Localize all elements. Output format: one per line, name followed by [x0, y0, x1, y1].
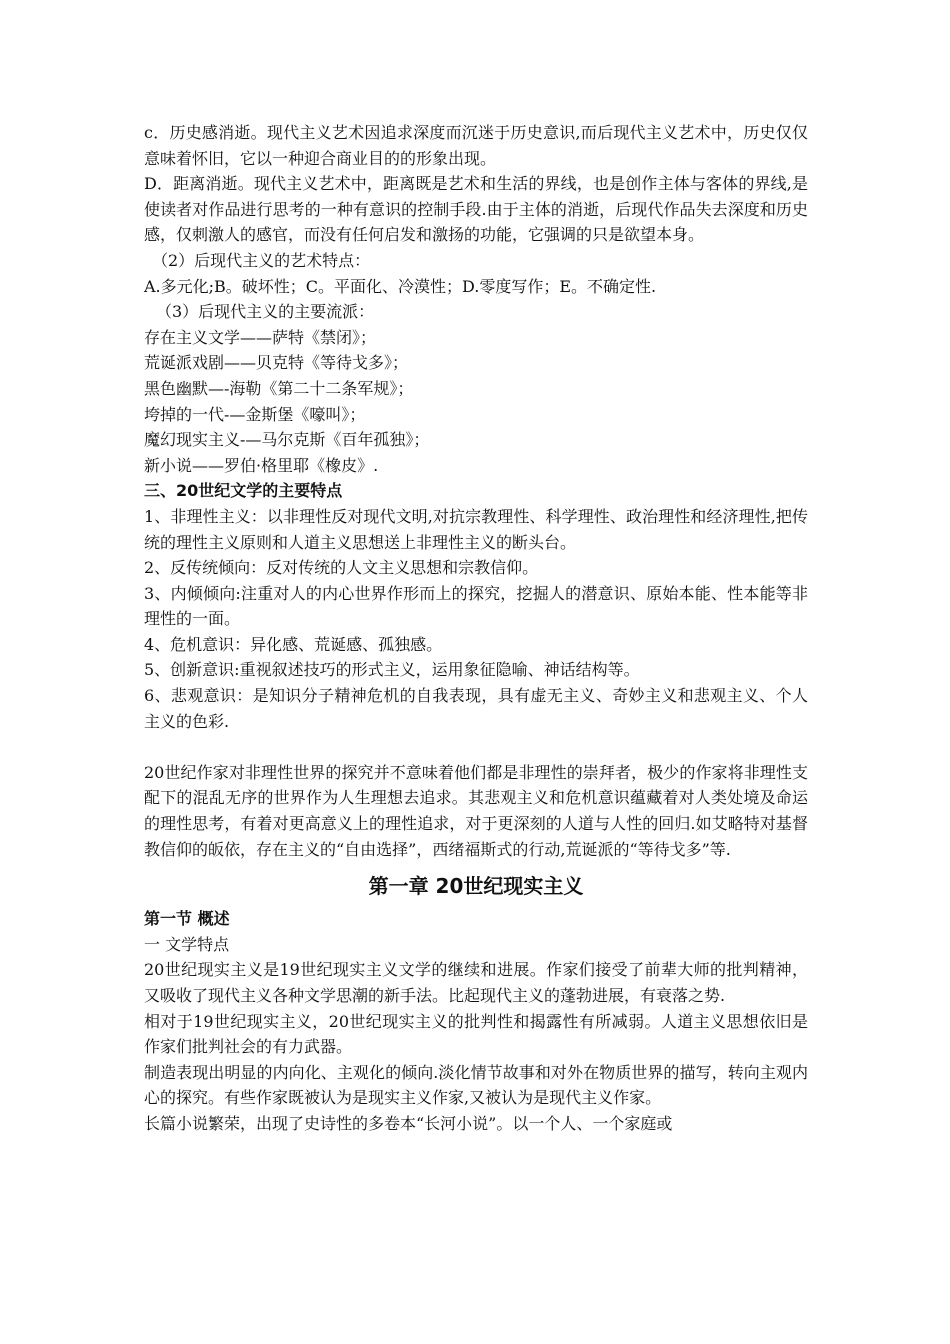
list-item-school: 荒诞派戏剧——贝克特《等待戈多》； — [144, 353, 409, 373]
section-title: 第一节 概述 — [144, 909, 230, 929]
list-item-feature: 6、悲观意识：是知识分子精神危机的自我表现，具有虚无主义、奇妙主义和悲观主义、个人主义的色彩. — [144, 686, 808, 731]
list-item-school: 黑色幽默—-海勒《第二十二条军规》； — [144, 378, 414, 398]
blank-line — [144, 734, 808, 760]
list-item-school: 垮掉的一代-—金斯堡《嚎叫》； — [144, 404, 366, 424]
paragraph-body: 相对于19世纪现实主义，20世纪现实主义的批判性和揭露性有所减弱。人道主义思想依旧是作家们批判社会的有力武器。 — [144, 1011, 808, 1057]
heading-main-schools: （3）后现代主义的主要流派： — [156, 302, 375, 322]
list-item-feature: 1、非理性主义：以非理性反对现代文明,对抗宗教理性、科学理性、政治理性和经济理性,把传统的理性主义原则和人道主义思想送上非理性主义的断头台。 — [144, 506, 808, 552]
list-item-feature: 4、危机意识：异化感、荒诞感、孤独感。 — [144, 634, 443, 654]
list-item-feature: 2、反传统倾向：反对传统的人文主义思想和宗教信仰。 — [144, 558, 539, 578]
list-item-school: 魔幻现实主义-—马尔克斯《百年孤独》； — [144, 430, 430, 450]
paragraph-art-features-list: A.多元化;B。破坏性；C。平面化、冷漠性；D.零度写作；E。不确定性. — [144, 276, 657, 296]
subsection-title: 一 文学特点 — [144, 934, 230, 954]
chapter-title: 第一章 20世纪现实主义 — [368, 874, 584, 899]
paragraph-body: 制造表现出明显的内向化、主观化的倾向.淡化情节故事和对外在物质世界的描写，转向主观内心的探究。有些作家既被认为是现实主义作家,又被认为是现代主义作家。 — [144, 1062, 808, 1108]
list-item-feature: 5、创新意识:重视叙述技巧的形式主义，运用象征隐喻、神话结构等。 — [144, 660, 640, 680]
list-item-school: 新小说——罗伯·格里耶《橡皮》. — [144, 455, 379, 475]
paragraph-body: 20世纪现实主义是19世纪现实主义文学的继续和进展。作家们接受了前辈大师的批判精神，又吸收了现代主义各种文学思潮的新手法。比起现代主义的蓬勃进展，有衰落之势. — [144, 960, 808, 1005]
heading-20th-century-features: 三、20世纪文学的主要特点 — [144, 481, 343, 501]
paragraph-distance-loss: D．距离消逝。现代主义艺术中，距离既是艺术和生活的界线，也是创作主体与客体的界线,是使读者对作品进行思考的一种有意识的控制手段.由于主体的消逝，后现代作品失去深度和历史感，仅刺激人的感官，而没有任何启发和激扬的功能，它强调的只是欲望本身。 — [144, 174, 808, 245]
list-item-feature: 3、内倾倾向:注重对人的内心世界作形而上的探究，挖掘人的潜意识、原始本能、性本能等非理性的一面。 — [144, 583, 808, 629]
heading-art-features: （2）后现代主义的艺术特点： — [152, 250, 371, 270]
document-page — [144, 120, 808, 1137]
paragraph-body: 长篇小说繁荣，出现了史诗性的多卷本“长河小说”。以一个人、一个家庭或 — [144, 1113, 673, 1133]
list-item-school: 存在主义文学——萨特《禁闭》； — [144, 327, 377, 347]
paragraph-history-loss: c．历史感消逝。现代主义艺术因追求深度而沉迷于历史意识,而后现代主义艺术中，历史仅仅意味着怀旧，它以一种迎合商业目的的形象出现。 — [144, 123, 808, 168]
paragraph-summary: 20世纪作家对非理性世界的探究并不意味着他们都是非理性的崇拜者，极少的作家将非理性支配下的混乱无序的世界作为人生理想去追求。其悲观主义和危机意识蕴藏着对人类处境及命运的理性思考，有着对更高意义上的理性追求，对于更深刻的人道与人性的回归.如艾略特对基督教信仰的皈依，存在主义的“自由选择”，西绪福斯式的行动,荒诞派的“等待戈多”等. — [144, 762, 808, 859]
